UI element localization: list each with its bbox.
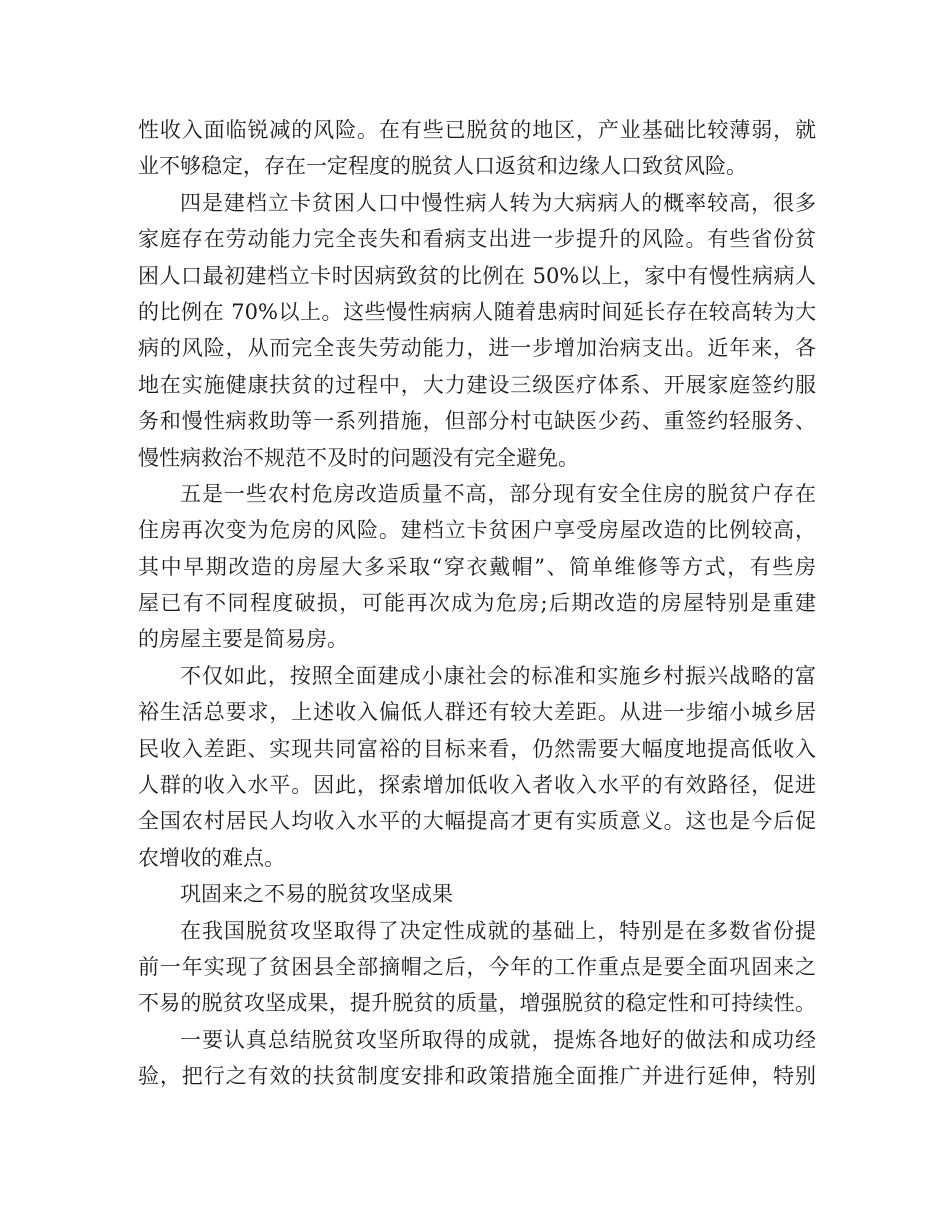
text-line: 慢性病救治不规范不及时的问题没有完全避免。 bbox=[138, 445, 579, 470]
text-line: 四是建档立卡贫困人口中慢性病人转为大病病人的概率较高，很多 bbox=[180, 190, 816, 215]
text-line: 前一年实现了贫困县全部摘帽之后，今年的工作重点是要全面巩固来之 bbox=[138, 954, 816, 979]
text-line: 务和慢性病救助等一系列措施，但部分村屯缺医少药、重签约轻服务、 bbox=[138, 409, 816, 434]
text-line: 五是一些农村危房改造质量不高，部分现有安全住房的脱贫户存在 bbox=[180, 481, 816, 506]
text-line: 屋已有不同程度破损，可能再次成为危房;后期改造的房屋特别是重建 bbox=[138, 591, 816, 616]
text-line: 的房屋主要是简易房。 bbox=[138, 627, 348, 652]
text-line: 困人口最初建档立卡时因病致贫的比例在 50%以上，家中有慢性病病人 bbox=[138, 263, 816, 288]
text-line: 全国农村居民人均收入水平的大幅提高才更有实质意义。这也是今后促 bbox=[138, 809, 816, 834]
text-line: 民收入差距、实现共同富裕的目标来看，仍然需要大幅度地提高低收入 bbox=[138, 736, 816, 761]
text-line: 在我国脱贫攻坚取得了决定性成就的基础上，特别是在多数省份提 bbox=[180, 918, 816, 943]
text-line: 病的风险，从而完全丧失劳动能力，进一步增加治病支出。近年来，各 bbox=[138, 336, 816, 361]
text-line: 的比例在 70%以上。这些慢性病病人随着患病时间延长存在较高转为大 bbox=[138, 299, 816, 324]
text-line: 裕生活总要求，上述收入偏低人群还有较大差距。从进一步缩小城乡居 bbox=[138, 700, 816, 725]
text-line: 不易的脱贫攻坚成果，提升脱贫的质量，增强脱贫的稳定性和可持续性。 bbox=[138, 991, 816, 1016]
text-line: 农增收的难点。 bbox=[138, 845, 285, 870]
text-line: 人群的收入水平。因此，探索增加低收入者收入水平的有效路径，促进 bbox=[138, 773, 816, 798]
text-line: 住房再次变为危房的风险。建档立卡贫困户享受房屋改造的比例较高， bbox=[138, 518, 816, 543]
text-line: 业不够稳定，存在一定程度的脱贫人口返贫和边缘人口致贫风险。 bbox=[138, 154, 747, 179]
text-line: 其中早期改造的房屋大多采取“穿衣戴帽”、简单维修等方式，有些房 bbox=[138, 554, 816, 579]
document-body bbox=[138, 112, 816, 1095]
text-line: 不仅如此，按照全面建成小康社会的标准和实施乡村振兴战略的富 bbox=[180, 663, 816, 688]
text-line: 家庭存在劳动能力完全丧失和看病支出进一步提升的风险。有些省份贫 bbox=[138, 227, 816, 252]
text-line: 巩固来之不易的脱贫攻坚成果 bbox=[180, 882, 453, 907]
text-line: 验，把行之有效的扶贫制度安排和政策措施全面推广并进行延伸，特别 bbox=[138, 1064, 816, 1089]
text-line: 性收入面临锐减的风险。在有些已脱贫的地区，产业基础比较薄弱，就 bbox=[138, 118, 816, 142]
text-line: 地在实施健康扶贫的过程中，大力建设三级医疗体系、开展家庭签约服 bbox=[138, 372, 816, 397]
text-line: 一要认真总结脱贫攻坚所取得的成就，提炼各地好的做法和成功经 bbox=[180, 1027, 816, 1052]
